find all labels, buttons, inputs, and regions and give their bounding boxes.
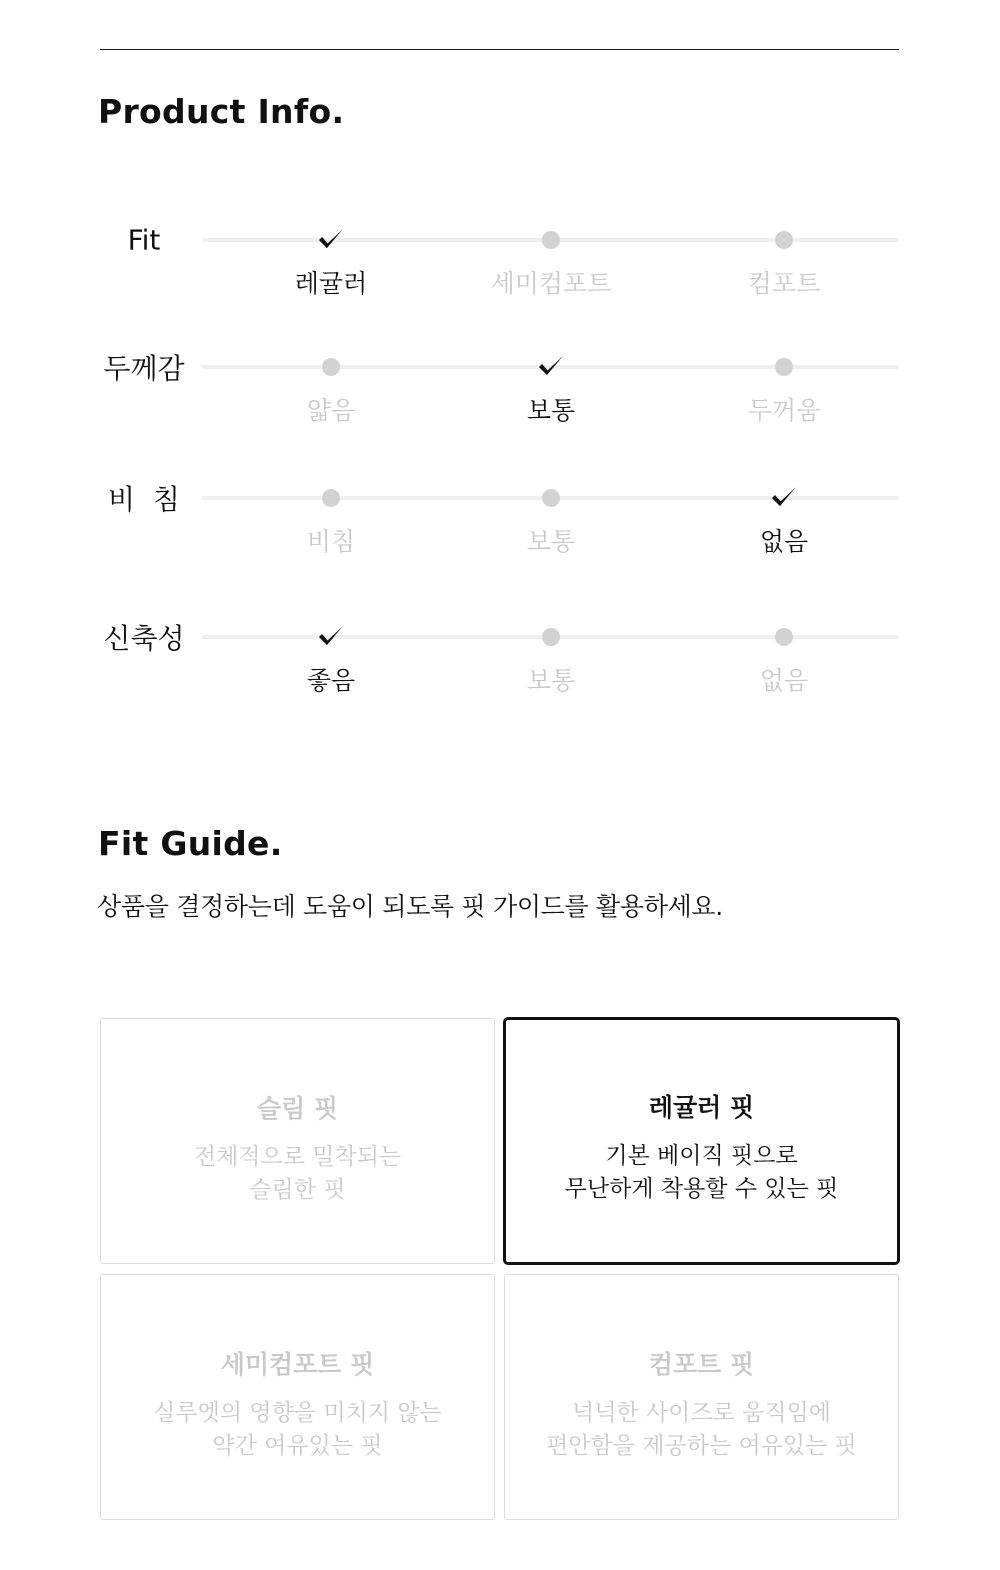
dot-icon — [775, 628, 793, 646]
info-row-label: 두께감 — [103, 352, 185, 385]
dot-icon — [775, 231, 793, 249]
dot-icon — [322, 489, 340, 507]
scale-option-label: 두꺼움 — [747, 396, 821, 425]
fit-card-description: 기본 베이직 핏으로 무난하게 착용할 수 있는 핏 — [564, 1143, 839, 1202]
fit-guide-description: 상품을 결정하는데 도움이 되도록 핏 가이드를 활용하세요. — [97, 892, 723, 921]
fit-card[interactable] — [100, 1018, 495, 1264]
check-icon — [769, 483, 799, 513]
check-icon — [316, 225, 346, 255]
dot-icon — [542, 489, 560, 507]
info-row — [0, 483, 1000, 598]
fit-card-name: 레귤러 핏 — [648, 1093, 755, 1122]
scale-option-label: 보통 — [526, 527, 576, 556]
info-row-label: 비 침 — [108, 483, 180, 516]
fit-card-description: 실루엣의 영향을 미치지 않는 약간 여유있는 핏 — [153, 1400, 442, 1459]
info-row — [0, 223, 1000, 340]
scale-option-label: 컴포트 — [747, 269, 821, 298]
fit-card[interactable] — [100, 1274, 495, 1520]
product-info-title: Product Info. — [98, 92, 345, 131]
fit-guide-title: Fit Guide. — [98, 824, 283, 863]
check-icon — [316, 622, 346, 652]
scale-option-label: 보통 — [526, 666, 576, 695]
scale-option-label: 세미컴포트 — [490, 269, 612, 298]
scale-option-label: 레귤러 — [294, 269, 368, 298]
fit-card[interactable] — [504, 1274, 899, 1520]
dot-icon — [542, 231, 560, 249]
scale-option-label: 비침 — [306, 527, 356, 556]
dot-icon — [542, 628, 560, 646]
info-row — [0, 352, 1000, 467]
fit-card-description: 전체적으로 밀착되는 슬림한 핏 — [193, 1144, 402, 1203]
fit-card-name: 컴포트 핏 — [648, 1350, 755, 1379]
dot-icon — [775, 358, 793, 376]
fit-card-name: 슬림 핏 — [256, 1094, 339, 1123]
info-row-label: 신축성 — [103, 622, 185, 655]
fit-card-description: 넉넉한 사이즈로 움직임에 편안함을 제공하는 여유있는 핏 — [546, 1400, 857, 1459]
info-row — [0, 622, 1000, 737]
fit-card[interactable] — [503, 1017, 900, 1265]
scale-option-label: 없음 — [759, 527, 809, 556]
info-row-label: Fit — [127, 223, 161, 257]
check-icon — [536, 352, 566, 382]
scale-option-label: 좋음 — [306, 666, 356, 695]
scale-option-label: 없음 — [759, 666, 809, 695]
top-divider — [100, 49, 899, 50]
dot-icon — [322, 358, 340, 376]
scale-option-label: 얇음 — [306, 396, 356, 425]
scale-option-label: 보통 — [526, 396, 576, 425]
fit-card-name: 세미컴포트 핏 — [220, 1350, 375, 1379]
